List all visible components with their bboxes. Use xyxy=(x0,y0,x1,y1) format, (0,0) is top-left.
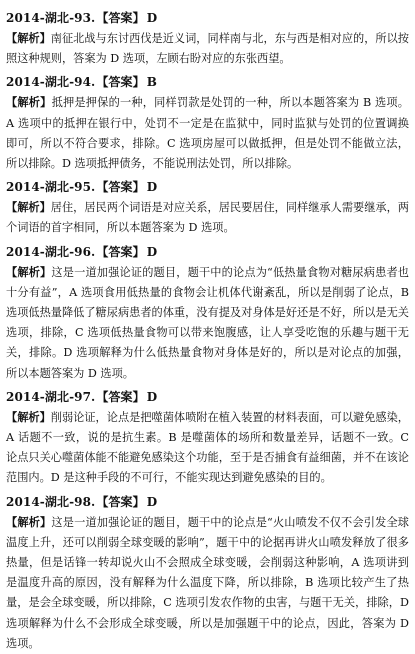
explanation-tag: 【解析】 xyxy=(6,31,51,45)
answer-label: 【答案】 xyxy=(96,180,145,195)
question-entry-94 xyxy=(6,72,411,174)
entry-header xyxy=(6,72,411,92)
answer-label: 【答案】 xyxy=(96,494,145,509)
explanation-paragraph xyxy=(6,512,411,654)
answer-label: 【答案】 xyxy=(96,11,145,25)
explanation-paragraph xyxy=(6,92,411,174)
entry-header xyxy=(6,387,411,407)
explanation-tag: 【解析】 xyxy=(6,514,52,529)
explanation-tag: 【解析】 xyxy=(6,200,51,215)
answer-label: 【答案】 xyxy=(96,75,145,90)
explanation-paragraph xyxy=(6,28,411,69)
answer-value: D xyxy=(146,180,158,195)
explanation-paragraph xyxy=(6,262,411,384)
answer-value: D xyxy=(146,11,158,25)
question-code: 2014-湖北-94. xyxy=(6,75,96,90)
explanation-tag: 【解析】 xyxy=(6,264,52,279)
question-entry-95 xyxy=(6,177,411,238)
explanation-text: 抵押是押保的一种，同样罚款是处罚的一种，所以本题答案为 B 选项。A 选项中的抵押在银行中，处罚不一定是在监狱中，同时监狱与处罚的位置调换即可，所以不符合要求，排除。C 选项房屋可以做抵押，但是处罚不能做立法，所以排除。D 选项抵押债务，不能说刑法处罚，所以排除。 xyxy=(6,96,409,171)
answer-value: B xyxy=(146,75,157,90)
entry-header xyxy=(6,177,411,197)
answer-label: 【答案】 xyxy=(96,244,145,259)
explanation-text: 这是一道加强论证的题目，题干中的论点是“火山喷发不仅不会引发全球温度上升，还可以削弱全球变暖的影响”，题干中的论据再讲火山喷发释放了很多热量，但是话锋一转却说火山不会照成全球变暖，会削弱这种影响，A 选项讲到是温度升高的原因，没有解释为什么温度下降，所以排除，B 选项比较产生了热量，是会全球变暖，所以排除，C 选项引发农作物的虫害，与题干无关，排除，D 选项解释为什么不会形成全球变暖，所以是加强题干中的论点，因此，答案为 D 选项。 xyxy=(6,515,409,650)
explanation-tag: 【解析】 xyxy=(6,95,52,110)
question-entry-93 xyxy=(6,8,411,69)
question-entry-98 xyxy=(6,492,411,654)
explanation-paragraph xyxy=(6,197,411,238)
question-entry-97 xyxy=(6,387,411,489)
answer-value: D xyxy=(146,244,158,259)
entry-header xyxy=(6,242,411,262)
explanation-text: 这是一道加强论证的题目，题干中的论点为“低热量食物对糖尿病患者也十分有益”，A 选项食用低热量的食物会让机体代谢紊乱，所以是削弱了论点，B 选项低热量降低了糖尿病患者的体重，没有提及对身体是好还是不好，所以是无关选项，排除，C 选项低热量食物可以带来饱腹感，让人享受吃饱的乐趣与题干无关，排除。D 选项解释为什么低热量食物对身体是好的，所以是对论点的加强，所以本题答案为 D 选项。 xyxy=(6,265,409,380)
answer-value: D xyxy=(146,389,158,404)
entry-header xyxy=(6,492,411,512)
answer-value: D xyxy=(146,494,158,509)
question-code: 2014-湖北-96. xyxy=(6,244,96,259)
explanation-tag: 【解析】 xyxy=(6,409,51,424)
explanation-text: 削弱论证，论点是把噬菌体喷附在植入装置的材料表面，可以避免感染，A 话题不一致，说的是抗生素。B 是噬菌体的场所和数量差异，话题不一致。C 论点只关心噬菌体能不能避免感染这个功能，至于是否捕食有益细菌，并不在该论范围内。D 是这种手段的不可行，不能实现达到避免感染的目的。 xyxy=(6,410,409,485)
question-code: 2014-湖北-98. xyxy=(6,494,96,509)
answer-label: 【答案】 xyxy=(96,389,145,404)
question-code: 2014-湖北-93. xyxy=(6,11,96,25)
explanation-text: 南征北战与东讨西伐是近义词，同样南与北，东与西是相对应的，所以按照这种规则，答案为 D 选项，左顾右盼对应的东张西望。 xyxy=(6,32,409,66)
explanation-text: 居住，居民两个词语是对应关系，居民要居住，同样继承人需要继承，两个词语的首字相同，所以本题答案为 D 选项。 xyxy=(6,201,409,235)
question-code: 2014-湖北-97. xyxy=(6,389,96,404)
question-code: 2014-湖北-95. xyxy=(6,180,96,195)
entry-header xyxy=(6,8,411,28)
question-entry-96 xyxy=(6,242,411,384)
explanation-paragraph xyxy=(6,407,411,489)
